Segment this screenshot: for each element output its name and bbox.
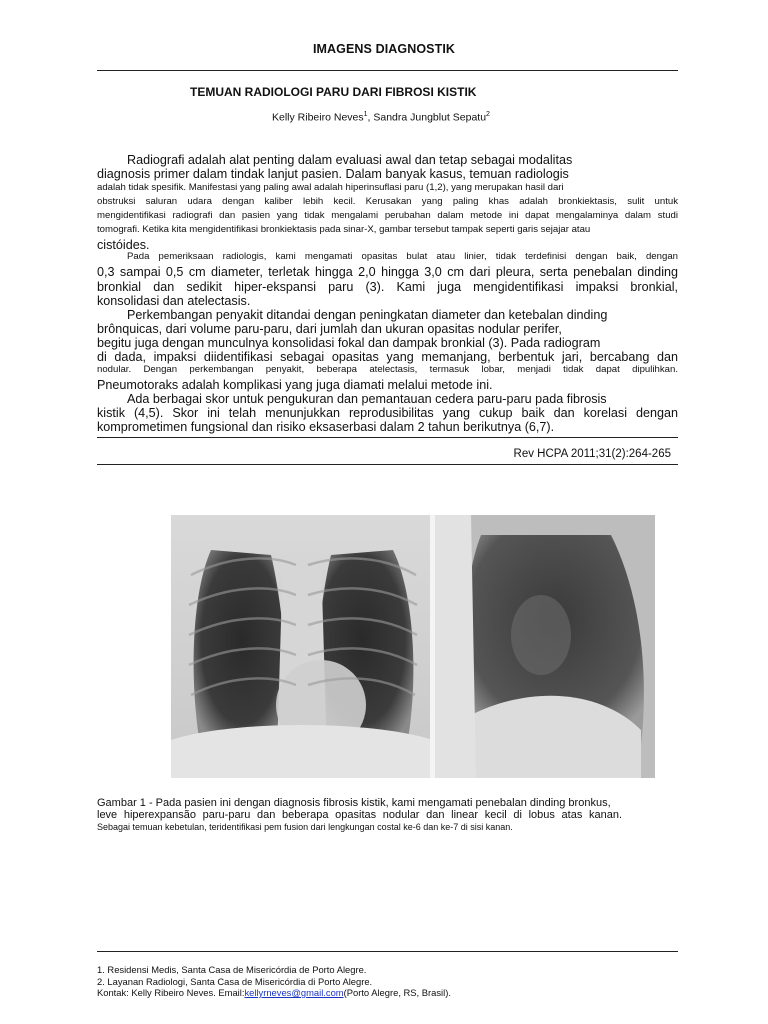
body-line: brônquicas, dari volume paru-paru, dari jumlah dan ukuran opasitas nodular perifer, <box>97 322 562 336</box>
body-line: Perkembangan penyakit ditandai dengan peningkatan diameter dan ketebalan dinding <box>127 308 608 322</box>
authors <box>272 111 490 124</box>
body-line: Radiografi adalah alat penting dalam evaluasi awal dan tetap sebagai modalitas <box>127 153 573 167</box>
caption-line: leve hiperexpansão paru-paru dan beberapa opasitas nodular dan linear kecil di lobus atas kanan. <box>97 809 622 821</box>
body-line: nodular. Dengan perkembangan penyakit, beberapa atelectasis, termasuk lobar, menjadi tidak dapat dipulihkan. <box>97 364 678 375</box>
citation-rule <box>97 464 678 465</box>
body-line: mengidentifikasi radiografi dan pasien yang tidak mengalami perubahan dalam metode ini dapat mengalaminya dalam studi <box>97 210 678 221</box>
body-line: tomografi. Ketika kita mengidentifikasi bronkiektasis pada sinar-X, gambar tersebut tampak seperti garis sejajar atau <box>97 224 591 235</box>
caption-line: Gambar 1 - Pada pasien ini dengan diagnosis fibrosis kistik, kami mengamati penebalan dinding bronkus, <box>97 797 611 809</box>
author-2: Sandra Jungblut Sepatu <box>373 111 487 124</box>
body-line: Pneumotoraks adalah komplikasi yang juga diamati melalui metode ini. <box>97 378 493 392</box>
lateral-radiograph <box>435 515 655 778</box>
body-line: komprometimen fungsional dan risiko eksaserbasi dalam 2 tahun berikutnya (6,7). <box>97 420 555 434</box>
contact-email-link[interactable]: kellyrneves@gmail.com <box>244 987 344 998</box>
body-line: Pada pemeriksaan radiologis, kami mengamati opasitas bulat atau linier, tidak terdefinisi dengan baik, dengan <box>127 251 678 262</box>
author-2-affiliation: 2 <box>486 111 490 118</box>
contact-line <box>97 987 451 998</box>
chest-xray-figure <box>171 515 655 778</box>
top-rule <box>97 70 678 71</box>
body-line: kistik (4,5). Skor ini telah menunjukkan reprodusibilitas yang cukup baik dan korelasi dengan <box>97 406 678 420</box>
body-line: begitu juga dengan munculnya konsolidasi fokal dan dampak bronkial (3). Pada radiogram <box>97 336 601 350</box>
contact-suffix: (Porto Alegre, RS, Brasil). <box>343 987 451 998</box>
body-line: 0,3 sampai 0,5 cm diameter, terletak hingga 2,0 hingga 3,0 cm dari pleura, serta penebalan dinding <box>97 265 678 279</box>
body-line: diagnosis primer dalam tindak lanjut pasien. Dalam banyak kasus, temuan radiologis <box>97 167 569 181</box>
author-separator: , <box>367 111 374 124</box>
footnote-2: 2. Layanan Radiologi, Santa Casa de Misericórdia di Porto Alegre. <box>97 976 373 987</box>
caption-line: Sebagai temuan kebetulan, teridentifikasi pem fusion dari lengkungan costal ke-6 dan ke-7 di sisi kanan. <box>97 822 513 832</box>
citation: Rev HCPA 2011;31(2):264-265 <box>513 448 671 460</box>
body-line: konsolidasi dan atelectasis. <box>97 294 251 308</box>
body-line: di dada, impaksi diidentifikasi sebagai opasitas yang memanjang, berbentuk jari, bercabang dan <box>97 350 678 364</box>
author-1: Kelly Ribeiro Neves <box>272 111 364 124</box>
journal-section-title: IMAGENS DIAGNOSTIK <box>312 42 456 56</box>
article-title: TEMUAN RADIOLOGI PARU DARI FIBROSI KISTIK <box>190 85 477 99</box>
body-line: obstruksi saluran udara dengan kaliber lebih kecil. Kerusakan yang paling khas adalah bronkiektasis, sulit untuk <box>97 196 678 207</box>
body-line: adalah tidak spesifik. Manifestasi yang paling awal adalah hiperinsuflasi paru (1,2), yang merupakan hasil dari <box>97 182 564 193</box>
body-bottom-rule <box>97 437 678 438</box>
footnote-rule <box>97 951 678 952</box>
body-line: Ada berbagai skor untuk pengukuran dan pemantauan cedera paru-paru pada fibrosis <box>127 392 607 406</box>
pa-radiograph <box>171 515 435 778</box>
footnote-1: 1. Residensi Medis, Santa Casa de Misericórdia de Porto Alegre. <box>97 964 367 975</box>
body-line: bronkial dan sedikit hiper-ekspansi paru (3). Kami juga mengidentifikasi impaksi bronkial, <box>97 280 678 294</box>
contact-prefix: Kontak: Kelly Ribeiro Neves. Email: <box>97 987 245 998</box>
author-1-affiliation: 1 <box>363 111 368 118</box>
body-line: cistóides. <box>97 238 150 252</box>
